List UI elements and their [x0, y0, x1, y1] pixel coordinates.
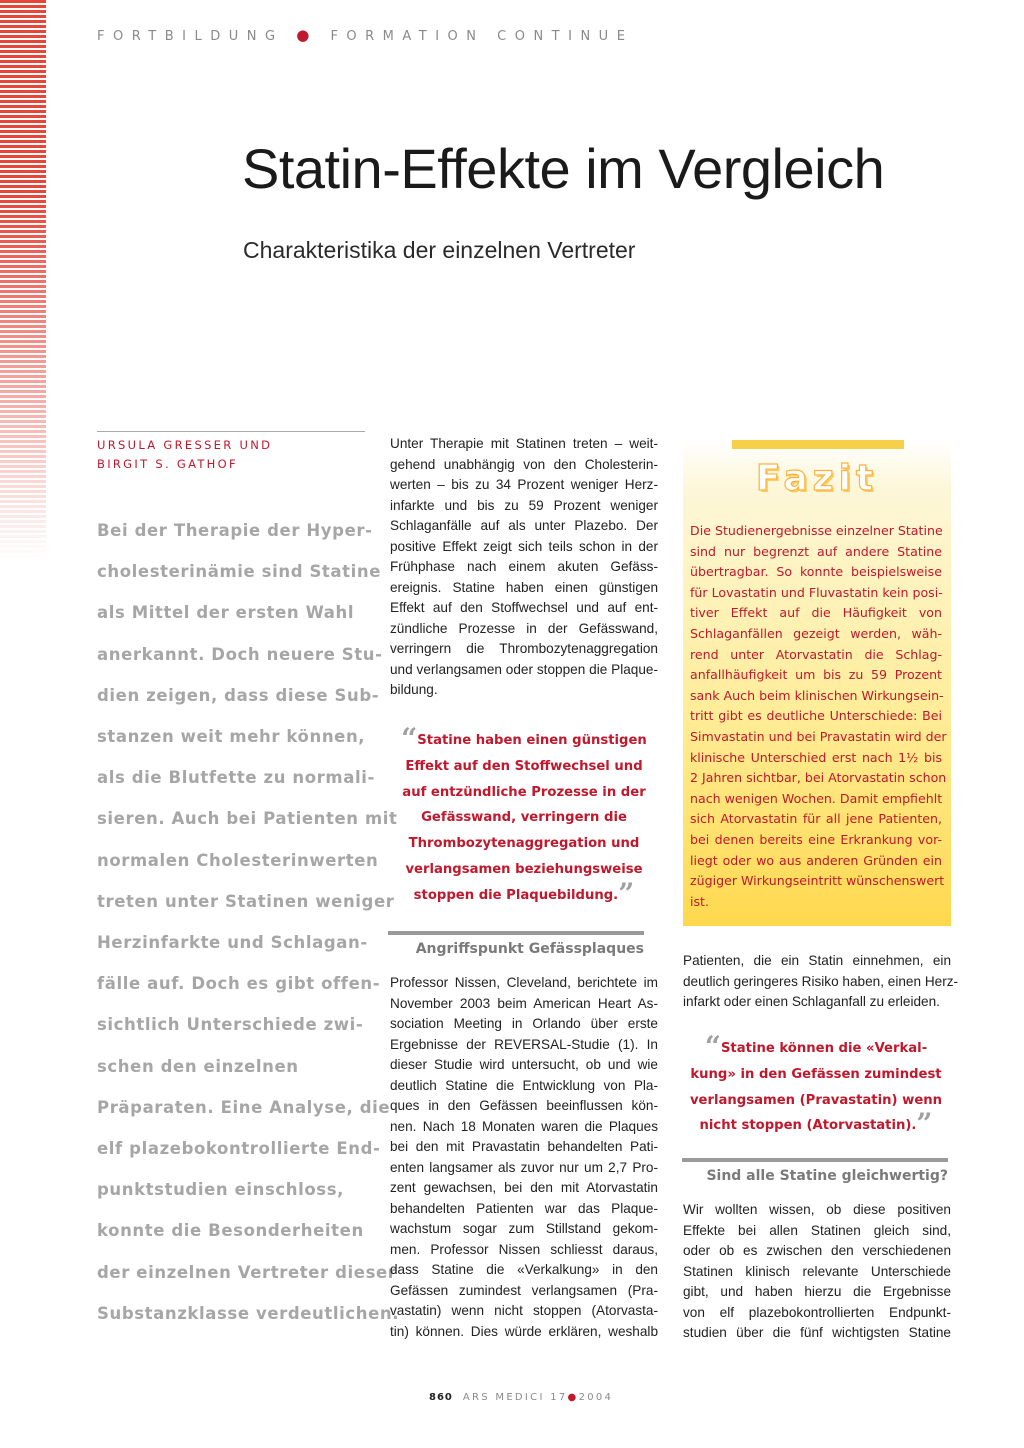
quote-line: Thrombozytenaggregation und — [408, 836, 640, 852]
page-subtitle: Charakteristika der einzelnen Vertreter — [243, 237, 636, 263]
fazit-line: sich Atorvastatin für all jene Patienten, — [690, 811, 942, 827]
text-line: sociation Meeting in Orlando über erste — [390, 1016, 658, 1031]
quote-line: stoppen die Plaquebildung. — [413, 887, 619, 903]
section-label-fr: FORMATION CONTINUE — [330, 29, 634, 44]
lead-line: punktstudien einschloss, — [97, 1180, 345, 1200]
fazit-line: anfallhäufigkeit um bis zu 59 Prozent — [690, 667, 942, 683]
close-quote-mark: ” — [916, 1107, 933, 1141]
quote-line: Effekt auf den Stoffwechsel und — [405, 758, 643, 774]
fazit-line: sind nur begrenzt auf andere Statine — [690, 543, 942, 559]
authors — [97, 431, 365, 474]
section-subheading: Sind alle Statine gleichwertig? — [682, 1158, 948, 1184]
fazit-line: übertragbar. So konnte beispielsweise — [690, 564, 942, 580]
text-line: studien über die fünf wichtigsten Statine — [683, 1325, 951, 1340]
text-line: infarkte und bis zu 59 Prozent weniger — [390, 497, 658, 513]
text-line: ques in den Gefässen beeinflussen kön- — [390, 1098, 658, 1113]
text-line: Professor Nissen, Cleveland, berichtete im — [390, 975, 658, 990]
body-text-intro — [390, 434, 658, 701]
quote-line: Gefässwand, verringern die — [421, 810, 627, 826]
text-line: Gefässen zumindest verlangsamen (Pra- — [390, 1282, 658, 1298]
text-line: dieser Studie wird untersucht, ob und wie — [390, 1057, 658, 1072]
fazit-line: Schlaganfällen gezeigt werden, wäh- — [690, 625, 942, 641]
text-line: dass Statine die «Verkalkung» in den — [390, 1262, 658, 1277]
lead-paragraph — [97, 510, 400, 1334]
page-footer — [429, 1392, 613, 1403]
text-line: Frühphase nach einem akuten Gefäss- — [390, 559, 658, 574]
section-subheading: Angriffspunkt Gefässplaques — [388, 931, 644, 957]
fazit-line: zügiger Wirkungseintritt wünschenswert — [690, 873, 945, 889]
fazit-text — [690, 521, 947, 912]
text-line: deutlich geringeres Risiko haben, einen Herz- — [683, 973, 959, 989]
fazit-line: liegt oder wo aus anderen Gründen ein — [690, 852, 942, 868]
lead-line: cholesterinämie sind Statine — [97, 562, 382, 582]
lead-line: treten unter Statinen weniger — [97, 891, 395, 911]
text-line: ereignis. Statine haben einen günstigen — [390, 579, 658, 595]
section-header — [97, 26, 633, 44]
lead-line: stanzen weit mehr können, — [97, 727, 366, 747]
open-quote-mark: “ — [704, 1030, 721, 1063]
text-line: Effekt auf den Stoffwechsel und auf ent- — [390, 600, 658, 615]
pull-quote-1 — [388, 722, 660, 910]
text-line: wachstum sogar zum Stillstand gekom- — [390, 1221, 658, 1236]
lead-line: Präparaten. Eine Analyse, die — [97, 1097, 391, 1117]
fazit-line: klinische Unterschied erst nach 1½ bis — [690, 749, 942, 765]
journal-name: ARS MEDICI 17 — [462, 1392, 568, 1403]
footer-dot: ● — [567, 1392, 579, 1403]
text-line: Patienten, die ein Statin einnehmen, ein — [683, 953, 951, 968]
text-line: oder ob es zwischen den verschiedenen — [683, 1243, 951, 1258]
page-title: Statin-Effekte im Vergleich — [242, 137, 885, 200]
author-line: BIRGIT S. GATHOF — [97, 457, 238, 471]
text-line: vastatin) wenn nicht stoppen (Atorvasta- — [390, 1303, 658, 1318]
fazit-line: rend unter Atorvastatin die Schlag- — [690, 646, 942, 662]
quote-line: nicht stoppen (Atorvastatin). — [699, 1118, 917, 1134]
fazit-line: sank Auch beim klinischen Wirkungsein- — [690, 687, 944, 703]
pull-quote-2 — [680, 1030, 952, 1141]
decorative-stripe — [0, 0, 46, 560]
body-text-col3-intro — [683, 951, 959, 1013]
fazit-line: tritt gibt es deutliche Unterschiede: Bei — [690, 708, 942, 724]
fazit-line: 2 Jahren sichtbar, bei Atorvastatin schon — [690, 770, 947, 786]
text-line: infarkt oder einen Schlaganfall zu erleiden. — [683, 994, 940, 1009]
text-line: bei den mit Pravastatin behandelten Pati- — [390, 1139, 658, 1154]
text-line: nen. Nach 18 Monaten waren die Plaques — [390, 1118, 658, 1134]
text-line: November 2003 beim American Heart As- — [390, 995, 658, 1011]
text-line: und verlangsamen oder stoppen die Plaque- — [390, 661, 658, 677]
lead-line: elf plazebokontrollierte End- — [97, 1139, 381, 1159]
lead-line: fälle auf. Doch es gibt offen- — [97, 974, 381, 994]
text-line: Effekte bei allen Statinen gleich sind, — [683, 1222, 951, 1238]
quote-line: Statine haben einen günstigen — [417, 733, 647, 748]
quote-line: Statine können die «Verkal- — [720, 1041, 928, 1056]
text-line: Wir wollten wissen, ob diese positiven — [683, 1202, 951, 1217]
quote-line: auf entzündliche Prozesse in der — [402, 784, 646, 800]
text-line: zündliche Prozesse in der Gefässwand, — [390, 620, 658, 636]
text-line: bildung. — [390, 682, 438, 697]
lead-line: sichtlich Unterschiede zwi- — [97, 1015, 364, 1035]
text-line: enten langsamer als zuvor nur um 2,7 Pro- — [390, 1159, 658, 1175]
fazit-title: Fazit — [755, 458, 879, 499]
close-quote-mark: ” — [618, 876, 635, 910]
text-line: gibt, und haben hierzu die Ergebnisse — [683, 1284, 951, 1299]
text-line: men. Professor Nissen schliesst daraus, — [390, 1241, 658, 1257]
lead-line: konnte die Besonderheiten — [97, 1221, 364, 1241]
lead-line: schen den einzelnen — [97, 1056, 299, 1076]
text-line: verringern die Thrombozytenaggregation — [390, 641, 658, 656]
text-line: Schlaganfälle auf als unter Plazebo. Der — [390, 518, 658, 533]
lead-line: dien zeigen, dass diese Sub- — [97, 685, 380, 705]
body-text-col3-main — [683, 1200, 951, 1344]
text-line: zent gewachsen, bei den mit Atorvastatin — [390, 1180, 658, 1195]
fazit-line: ist. — [690, 893, 710, 909]
page-number: 860 — [429, 1392, 453, 1403]
lead-line: als die Blutfette zu normali- — [97, 768, 375, 788]
lead-line: sieren. Auch bei Patienten mit — [97, 809, 398, 829]
text-line: von elf plazebokontrollierten Endpunkt- — [683, 1304, 951, 1320]
fazit-top-bar — [732, 440, 904, 449]
section-label-de: FORTBILDUNG — [97, 29, 284, 44]
header-dot: ● — [296, 26, 318, 44]
text-line: werten – bis zu 34 Prozent weniger Herz- — [390, 477, 658, 492]
lead-line: Bei der Therapie der Hyper- — [97, 521, 373, 540]
fazit-line: Simvastatin und bei Pravastatin wird der — [690, 728, 947, 744]
text-line: Statinen klinisch relevante Unterschiede — [683, 1263, 951, 1279]
lead-line: normalen Cholesterinwerten — [97, 850, 379, 870]
text-line: behandelten Patienten war das Plaque- — [390, 1200, 658, 1216]
text-line: tin) können. Dies würde erklären, weshalb — [390, 1323, 658, 1339]
lead-line: als Mittel der ersten Wahl — [97, 603, 355, 623]
quote-line: verlangsamen beziehungsweise — [405, 861, 643, 877]
journal-year: 2004 — [578, 1392, 614, 1403]
fazit-box — [683, 440, 951, 926]
lead-line: Substanzklasse verdeutlichen. — [97, 1303, 400, 1323]
fazit-line: tiver Effekt auf die Häufigkeit von — [690, 605, 942, 621]
lead-line: Herzinfarkte und Schlagan- — [97, 933, 368, 953]
body-text-main — [390, 973, 658, 1342]
quote-line: kung» in den Gefässen zumindest — [690, 1066, 942, 1082]
text-line: deutlich Statine die Entwicklung von Pla- — [390, 1077, 658, 1093]
fazit-line: nach wenigen Wochen. Damit empfiehlt — [690, 790, 943, 806]
text-line: positive Effekt zeigt sich teils schon in der — [390, 538, 658, 554]
lead-line: der einzelnen Vertreter dieser — [97, 1262, 397, 1282]
lead-line: anerkannt. Doch neuere Stu- — [97, 644, 383, 664]
author-line: URSULA GRESSER UND — [97, 438, 273, 452]
quote-line: verlangsamen (Pravastatin) wenn — [689, 1092, 943, 1108]
text-line: Ergebnisse der REVERSAL-Studie (1). In — [390, 1036, 658, 1052]
open-quote-mark: “ — [401, 722, 418, 755]
fazit-line: bei denen bereits eine Erkrankung vor- — [690, 831, 942, 847]
text-line: Unter Therapie mit Statinen treten – weit- — [390, 436, 658, 451]
text-line: gehend unabhängig von den Cholesterin- — [390, 456, 658, 472]
fazit-line: für Lovastatin und Fluvastatin kein posi- — [690, 584, 943, 600]
fazit-line: Die Studienergebnisse einzelner Statine — [690, 523, 943, 538]
